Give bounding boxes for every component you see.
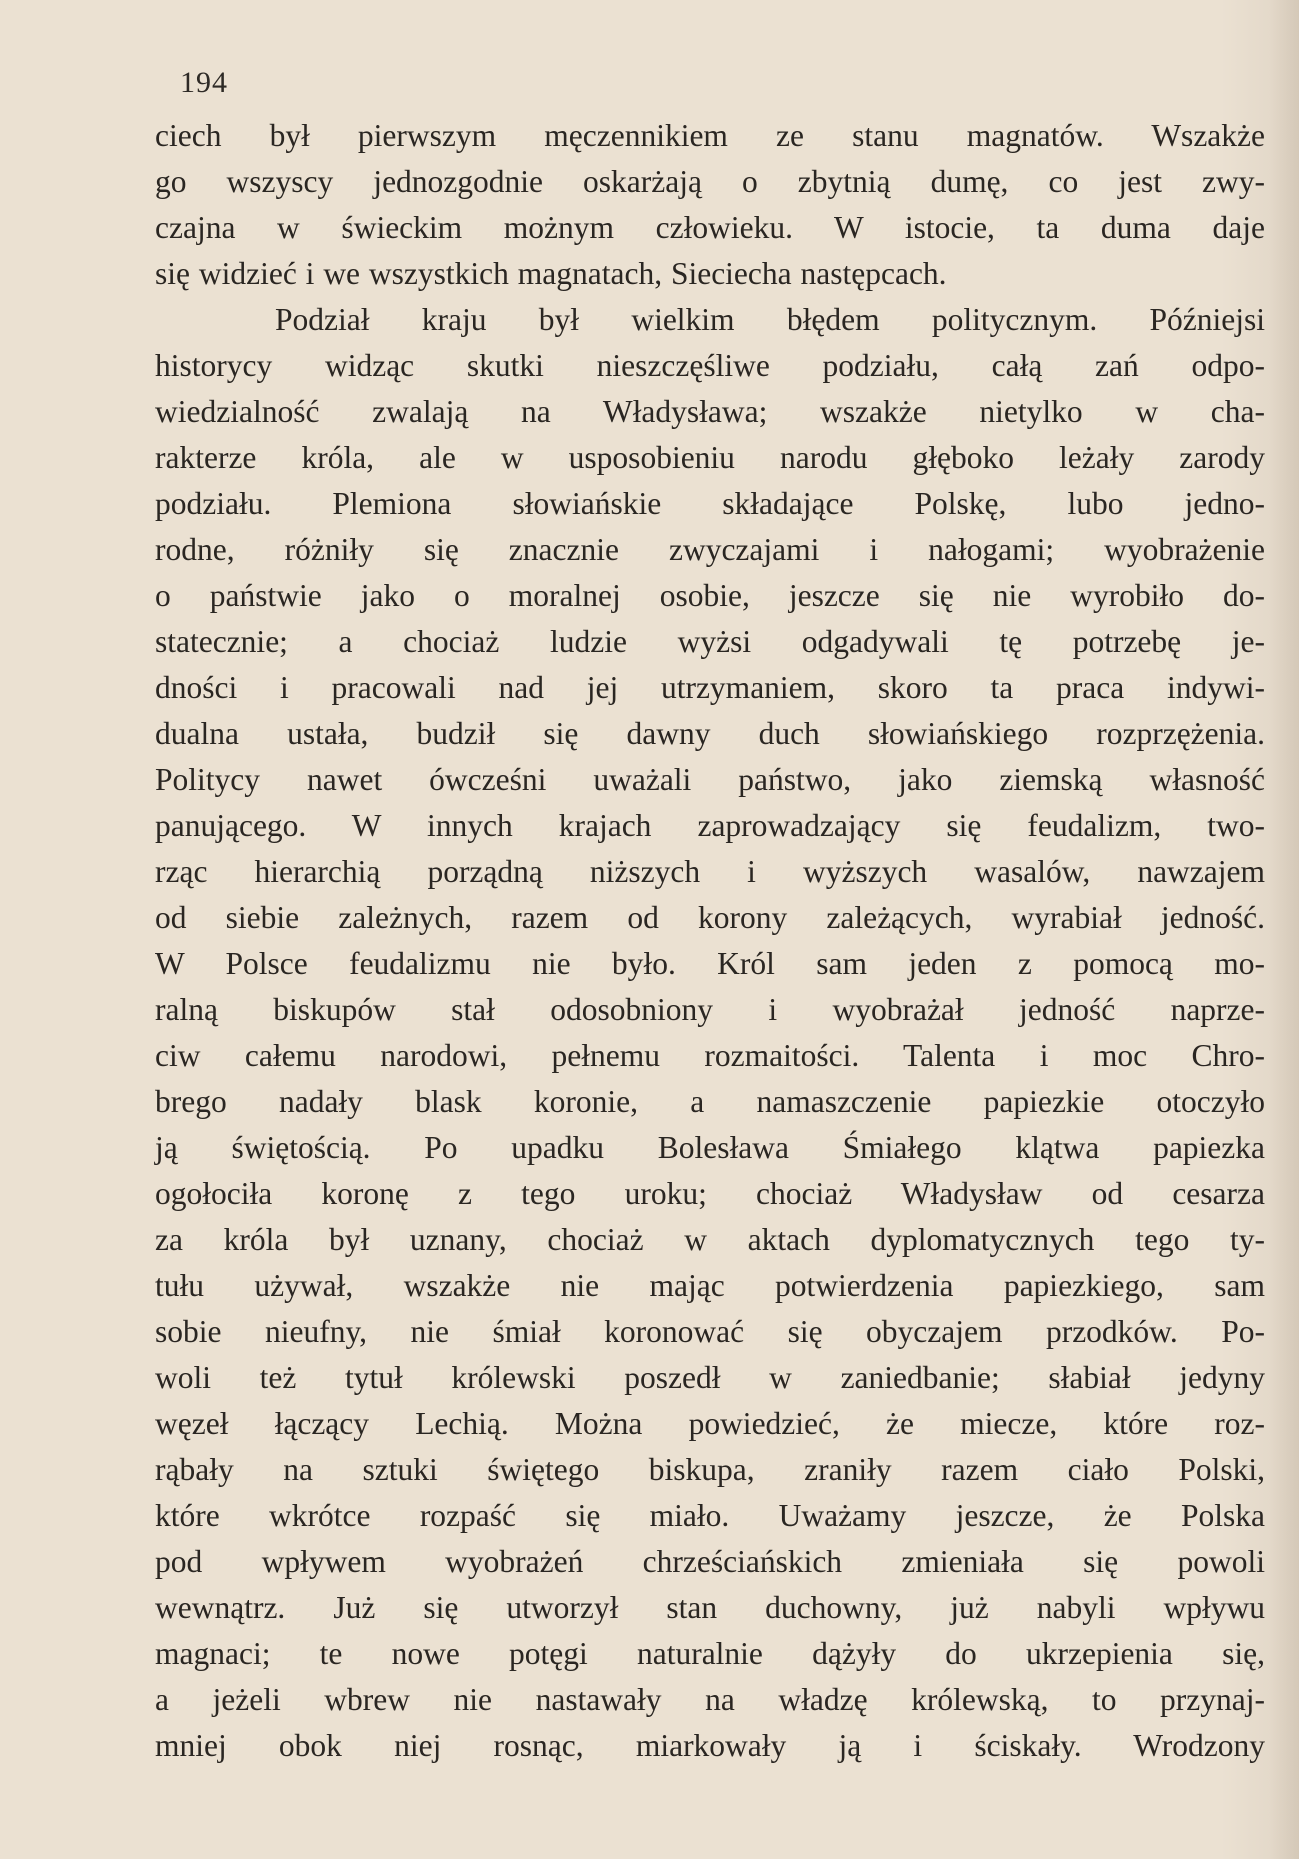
text-line: brego nadały blask koronie, a namaszczenie papiezkie otoczyło — [155, 1084, 1265, 1119]
text-line: dności i pracowali nad jej utrzymaniem, skoro ta praca indywi- — [155, 670, 1265, 705]
text-line: W Polsce feudalizmu nie było. Król sam jeden z pomocą mo- — [155, 946, 1265, 981]
text-line: ogołociła koronę z tego uroku; chociaż Władysław od cesarza — [155, 1176, 1265, 1211]
text-line: historycy widząc skutki nieszczęśliwe podziału, całą zań odpo- — [155, 348, 1265, 383]
text-line: za króla był uznany, chociaż w aktach dyplomatycznych tego ty- — [155, 1222, 1265, 1257]
text-line: Politycy nawet ówcześni uważali państwo, jako ziemską własność — [155, 762, 1265, 797]
text-line: wiedzialność zwalają na Władysława; wszakże nietylko w cha- — [155, 394, 1265, 429]
text-line: magnaci; te nowe potęgi naturalnie dążyły do ukrzepienia się, — [155, 1636, 1265, 1671]
text-line: podziału. Plemiona słowiańskie składające Polskę, lubo jedno- — [155, 486, 1265, 521]
text-line: tułu używał, wszakże nie mając potwierdzenia papiezkiego, sam — [155, 1268, 1265, 1303]
text-line: które wkrótce rozpaść się miało. Uważamy jeszcze, że Polska — [155, 1498, 1265, 1533]
text-line: woli też tytuł królewski poszedł w zaniedbanie; słabiał jedyny — [155, 1360, 1265, 1395]
page-number: 194 — [180, 66, 228, 99]
text-line: rodne, różniły się znacznie zwyczajami i nałogami; wyobrażenie — [155, 532, 1265, 567]
text-line: od siebie zależnych, razem od korony zależących, wyrabiał jedność. — [155, 900, 1265, 935]
text-line: sobie nieufny, nie śmiał koronować się obyczajem przodków. Po- — [155, 1314, 1265, 1349]
text-line: się widzieć i we wszystkich magnatach, Sieciecha następcach. — [155, 256, 947, 291]
text-line: o państwie jako o moralnej osobie, jeszcze się nie wyrobiło do- — [155, 578, 1265, 613]
page-edge-shadow — [1269, 0, 1299, 1859]
text-line: rąbały na sztuki świętego biskupa, zraniły razem ciało Polski, — [155, 1452, 1265, 1487]
text-line: rząc hierarchią porządną niższych i wyższych wasalów, nawzajem — [155, 854, 1265, 889]
text-line: wewnątrz. Już się utworzył stan duchowny, już nabyli wpływu — [155, 1590, 1265, 1625]
text-line: mniej obok niej rosnąc, miarkowały ją i ściskały. Wrodzony — [155, 1728, 1265, 1763]
text-line: dualna ustała, budził się dawny duch słowiańskiego rozprzężenia. — [155, 716, 1265, 751]
text-line: a jeżeli wbrew nie nastawały na władzę królewską, to przynaj- — [155, 1682, 1265, 1717]
text-line: węzeł łączący Lechią. Można powiedzieć, że miecze, które roz- — [155, 1406, 1265, 1441]
text-line: ralną biskupów stał odosobniony i wyobrażał jedność naprze- — [155, 992, 1265, 1027]
text-line: ciw całemu narodowi, pełnemu rozmaitości. Talenta i moc Chro- — [155, 1038, 1265, 1073]
text-line: rakterze króla, ale w usposobieniu narodu głęboko leżały zarody — [155, 440, 1265, 475]
body-text — [155, 113, 1265, 1769]
text-line: pod wpływem wyobrażeń chrześciańskich zmieniała się powoli — [155, 1544, 1265, 1579]
text-line: go wszyscy jednozgodnie oskarżają o zbytnią dumę, co jest zwy- — [155, 164, 1265, 199]
text-line: panującego. W innych krajach zaprowadzający się feudalizm, two- — [155, 808, 1265, 843]
text-line: ciech był pierwszym męczennikiem ze stanu magnatów. Wszakże — [155, 118, 1265, 153]
text-line: czajna w świeckim możnym człowieku. W istocie, ta duma daje — [155, 210, 1265, 245]
text-line: ją świętością. Po upadku Bolesława Śmiałego klątwa papiezka — [155, 1130, 1265, 1165]
text-line: statecznie; a chociaż ludzie wyżsi odgadywali tę potrzebę je- — [155, 624, 1265, 659]
paragraph-start-line: Podział kraju był wielkim błędem politycznym. Późniejsi — [275, 302, 1265, 337]
